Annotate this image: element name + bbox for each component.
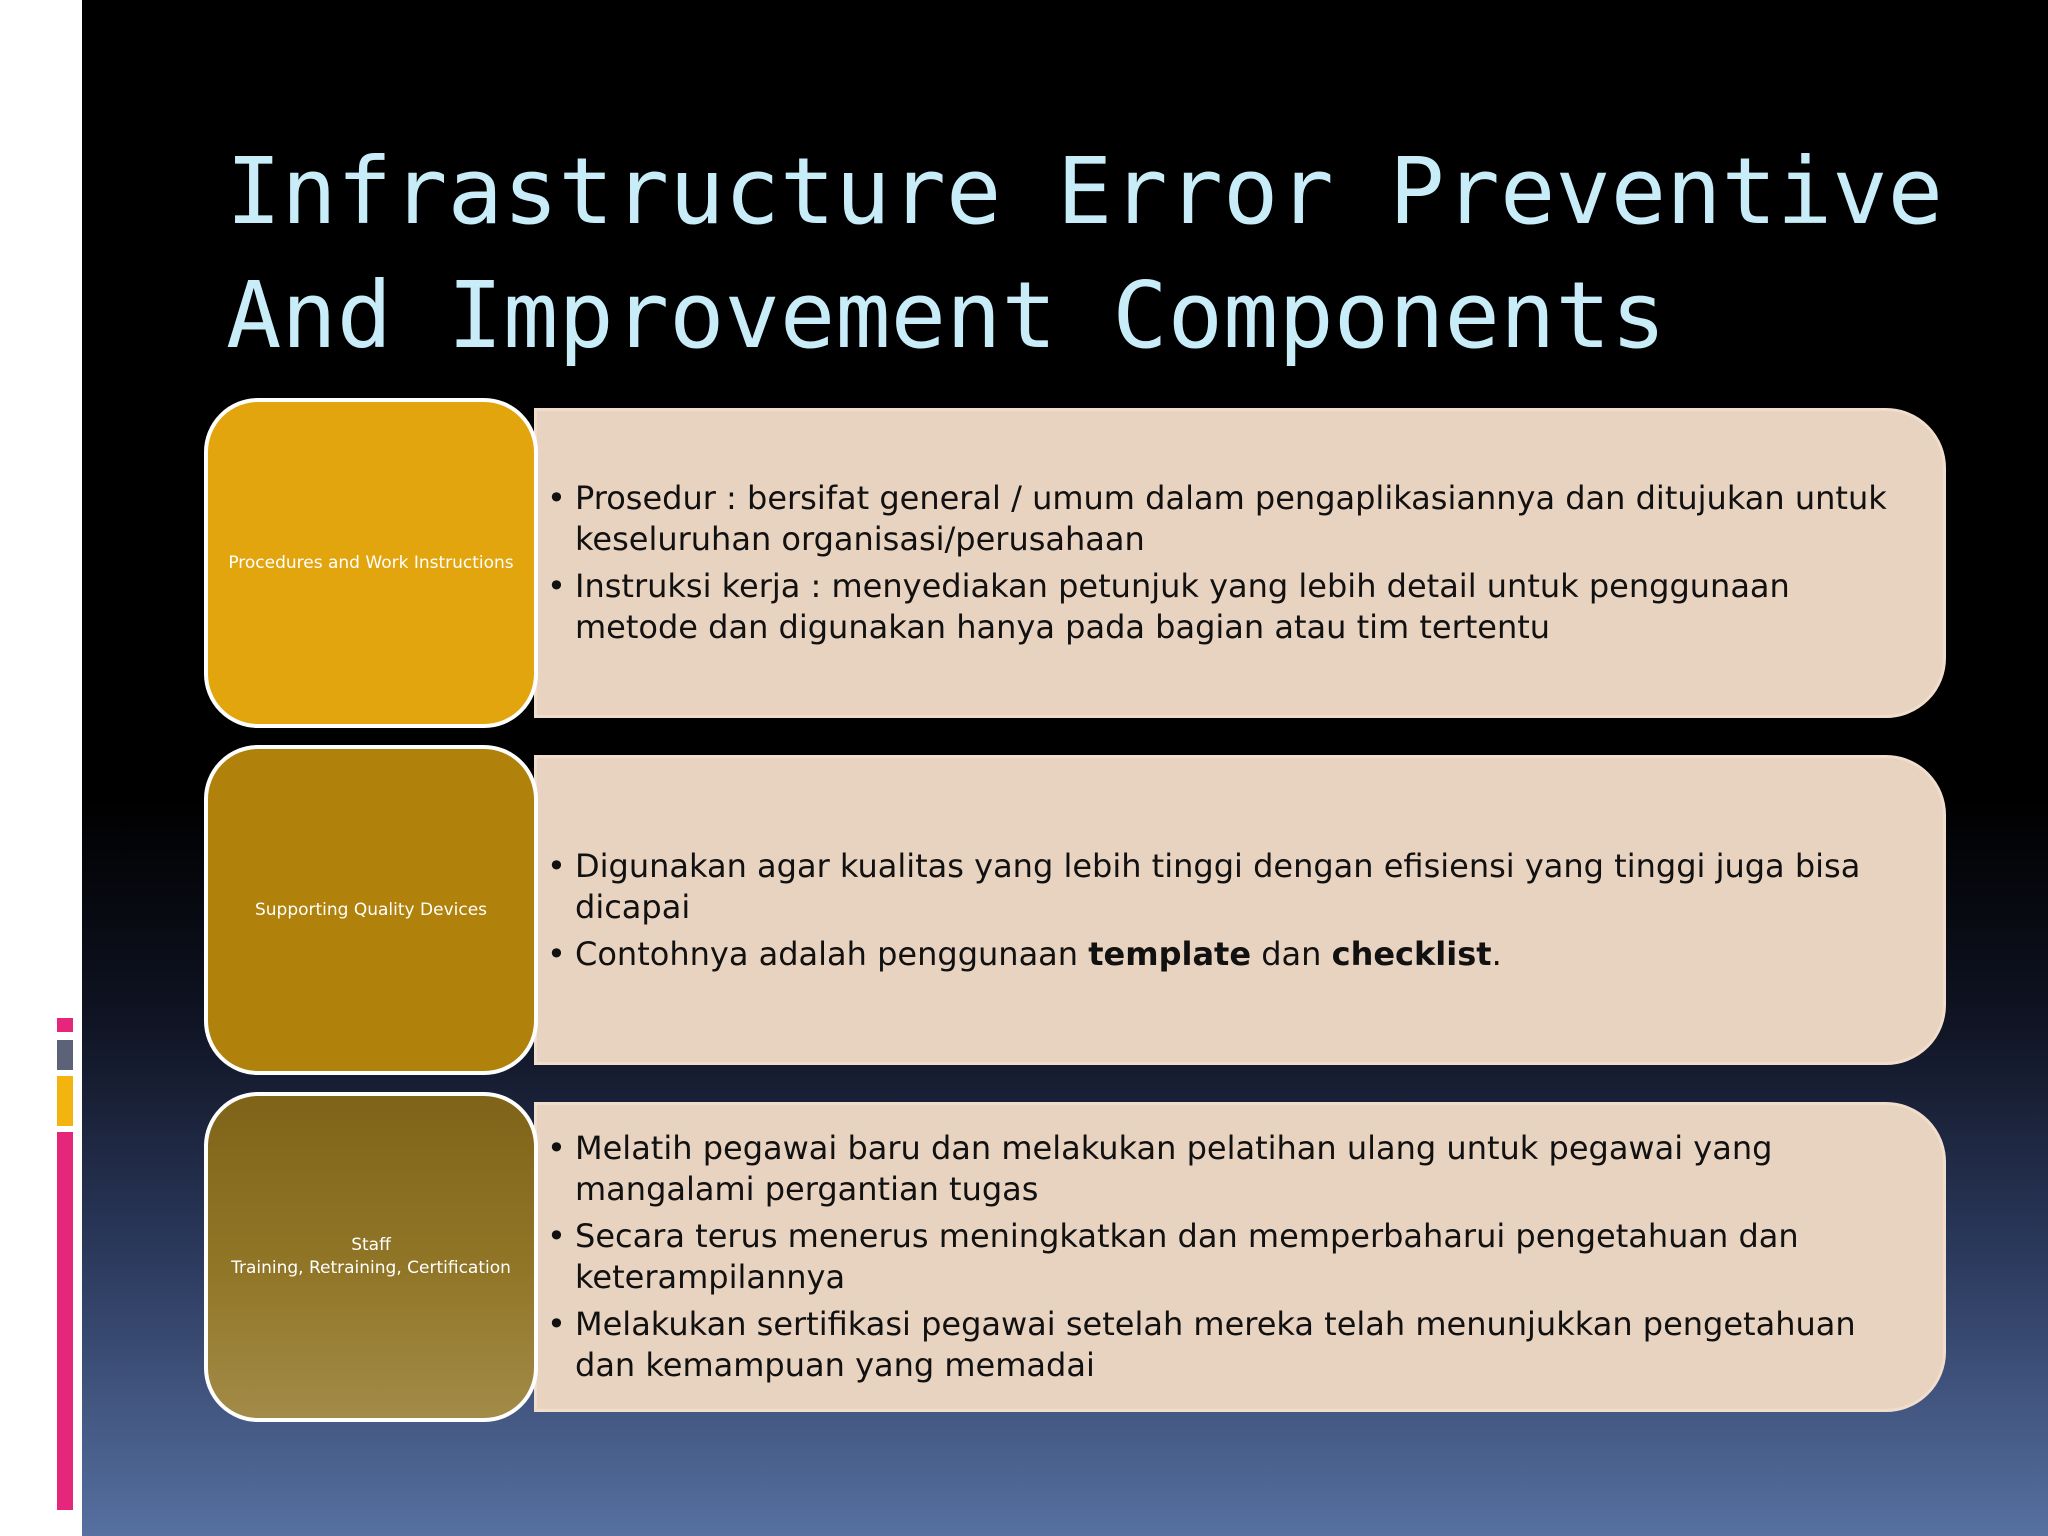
bullet-item: • Secara terus menerus meningkatkan dan memperbaharui pengetahuan dan keterampilannya — [537, 1216, 1919, 1298]
component-label-box — [204, 745, 538, 1075]
bullet-text: . — [1491, 934, 1502, 973]
component-label: Procedures and Work Instructions — [228, 552, 514, 573]
bullet-item: • Digunakan agar kualitas yang lebih tinggi dengan efisiensi yang tinggi juga bisa dicapai — [537, 846, 1919, 928]
bullet-item: • Melakukan sertifikasi pegawai setelah mereka telah menunjukkan pengetahuan dan kemampuan yang memadai — [537, 1304, 1919, 1386]
bullet-item-mixed — [537, 934, 1919, 975]
bullet-list — [537, 846, 1943, 975]
component-description-box — [534, 408, 1946, 718]
accent-marker-pink-long — [57, 1132, 73, 1510]
bullet-list — [537, 478, 1943, 648]
component-label-box — [204, 1092, 538, 1422]
bullet-bold-text: template — [1088, 934, 1252, 973]
accent-marker-gold — [57, 1076, 73, 1126]
accent-marker-gray — [57, 1040, 73, 1070]
bullet-item: • Melatih pegawai baru dan melakukan pelatihan ulang untuk pegawai yang mangalami pergantian tugas — [537, 1128, 1919, 1210]
bullet-list — [537, 1128, 1943, 1386]
bullet-item: • Prosedur : bersifat general / umum dalam pengaplikasiannya dan ditujukan untuk keseluruhan organisasi/perusahaan — [537, 478, 1919, 560]
bullet-bold-text: checklist — [1331, 934, 1492, 973]
component-description-box — [534, 755, 1946, 1065]
component-label-box — [204, 398, 538, 728]
component-label-sub: Training, Retraining, Certification — [231, 1258, 511, 1278]
slide-title: Infrastructure Error Preventive And Improvement Components — [226, 138, 1944, 369]
component-row-staff — [204, 1092, 1948, 1428]
bullet-text: Contohnya adalah penggunaan — [575, 934, 1089, 973]
bullet-text: dan — [1251, 934, 1332, 973]
component-label: Supporting Quality Devices — [254, 899, 488, 920]
bullet-item: • Instruksi kerja : menyediakan petunjuk yang lebih detail untuk penggunaan metode dan digunakan hanya pada bagian atau tim tertentu — [537, 566, 1919, 648]
component-row-quality-devices — [204, 745, 1948, 1081]
component-row-procedures — [204, 398, 1948, 734]
component-description-box — [534, 1102, 1946, 1412]
decorative-stripes — [48, 155, 80, 235]
component-label: Staff — [351, 1235, 391, 1255]
accent-marker-pink — [57, 1018, 73, 1032]
